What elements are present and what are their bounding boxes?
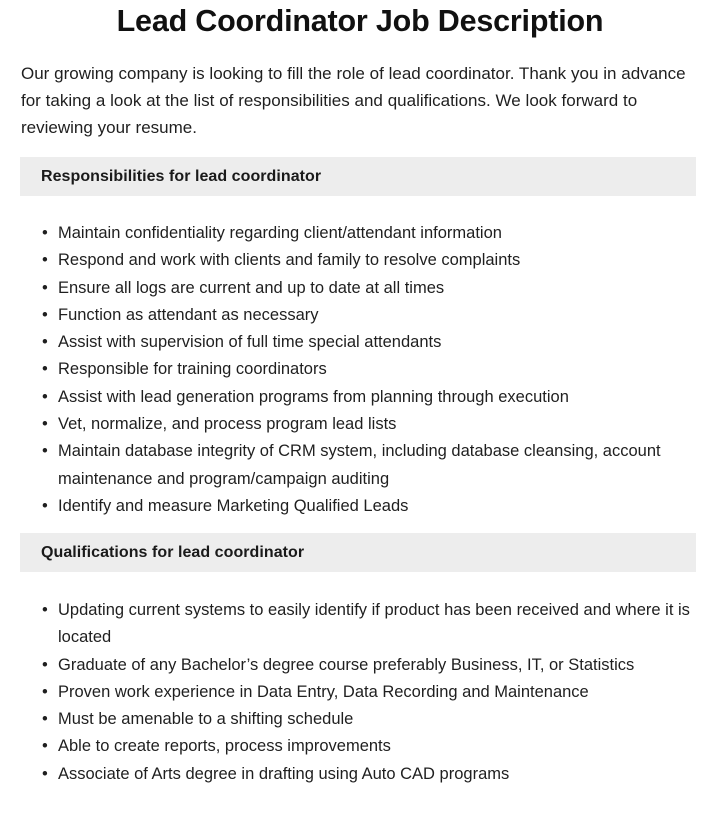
section-header-responsibilities [20, 157, 696, 196]
list-item: • Assist with lead generation programs from planning through execution [0, 384, 720, 411]
section-heading-label: Responsibilities for lead coordinator [41, 168, 322, 185]
qualifications-list [0, 597, 720, 788]
intro-paragraph: Our growing company is looking to fill the role of lead coordinator. Thank you in advance for taking a look at the list of responsibilities and qualifications. We look forward to reviewing your resume. [21, 64, 686, 138]
list-item: • Associate of Arts degree in drafting using Auto CAD programs [0, 761, 720, 788]
list-item: • Identify and measure Marketing Qualified Leads [0, 493, 720, 520]
list-item: • Ensure all logs are current and up to date at all times [0, 275, 720, 302]
list-item: • Maintain database integrity of CRM system, including database cleansing, account maintenance and program/campaign auditing [0, 438, 720, 493]
list-item: • Maintain confidentiality regarding client/attendant information [0, 220, 720, 247]
list-item: • Vet, normalize, and process program lead lists [0, 411, 720, 438]
list-item: • Assist with supervision of full time special attendants [0, 329, 720, 356]
section-header-qualifications [20, 533, 696, 572]
page-title: Lead Coordinator Job Description [116, 4, 604, 38]
list-item: • Able to create reports, process improvements [0, 733, 720, 760]
list-item: • Responsible for training coordinators [0, 356, 720, 383]
responsibilities-list [0, 220, 720, 520]
section-heading-label: Qualifications for lead coordinator [41, 544, 305, 561]
list-item: • Proven work experience in Data Entry, Data Recording and Maintenance [0, 679, 720, 706]
list-item: • Graduate of any Bachelor’s degree course preferably Business, IT, or Statistics [0, 652, 720, 679]
list-item: • Updating current systems to easily identify if product has been received and where it is located [0, 597, 720, 652]
list-item: • Function as attendant as necessary [0, 302, 720, 329]
list-item: • Respond and work with clients and family to resolve complaints [0, 247, 720, 274]
list-item: • Must be amenable to a shifting schedule [0, 706, 720, 733]
